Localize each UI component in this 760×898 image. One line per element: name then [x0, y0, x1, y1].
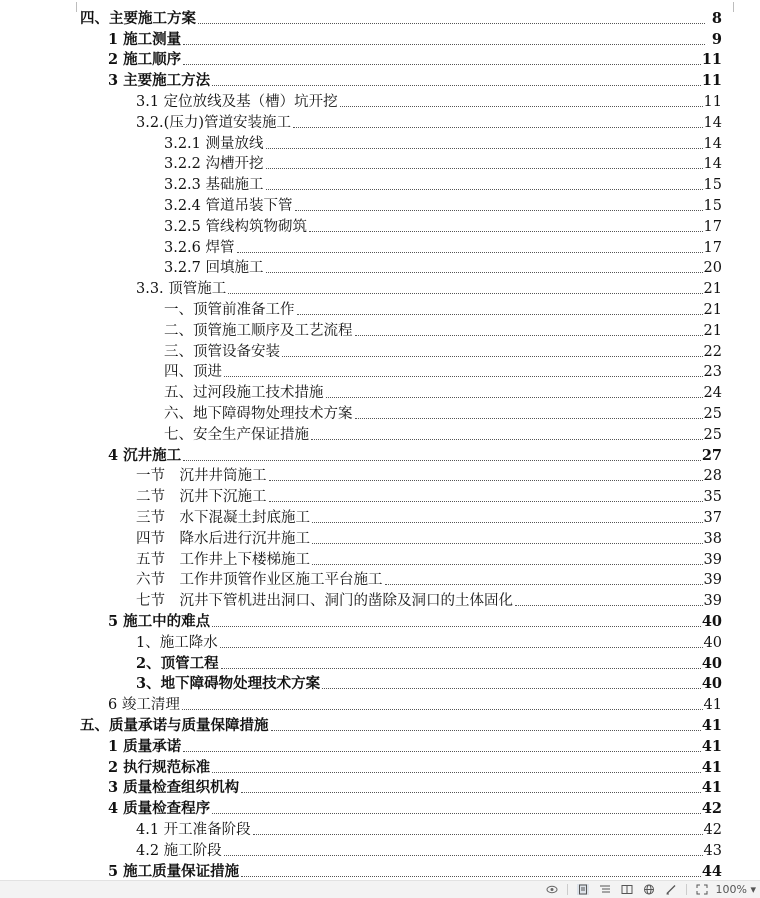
toc-entry-title: 3.3. 顶管施工 — [136, 281, 227, 298]
page-corner-mark-left — [66, 2, 77, 12]
toc-dot-leader — [312, 520, 703, 523]
toc-entry-title: 一、顶管前准备工作 — [164, 301, 295, 318]
toc-entry-title: 3.2.(压力)管道安装施工 — [136, 114, 291, 131]
toc-entry-title: 5 施工中的难点 — [108, 612, 211, 630]
status-separator — [567, 884, 568, 895]
toc-page-number: 43 — [703, 842, 722, 859]
toc-entry-title: 五、过河段施工技术措施 — [164, 385, 324, 402]
toc-entry[interactable] — [136, 841, 722, 862]
toc-dot-leader — [266, 166, 703, 169]
toc-dot-leader — [253, 832, 703, 835]
toc-page-number: 15 — [703, 197, 722, 214]
toc-dot-leader — [355, 416, 703, 419]
toc-dot-leader — [293, 125, 703, 128]
toc-page-number: 8 — [711, 9, 722, 27]
toc-dot-leader — [212, 811, 701, 814]
toc-entry[interactable] — [164, 363, 722, 384]
toc-page-number: 11 — [701, 51, 722, 69]
toc-dot-leader — [282, 354, 703, 357]
toc-entry[interactable] — [164, 383, 722, 404]
toc-entry-title: 四、主要施工方案 — [80, 9, 196, 27]
toc-entry[interactable] — [108, 51, 722, 72]
toc-entry-title: 三、顶管设备安装 — [164, 343, 280, 360]
toc-entry-title: 3.2.1 测量放线 — [164, 135, 264, 152]
toc-page-number: 25 — [703, 405, 722, 422]
toc-entry[interactable] — [136, 591, 722, 612]
toc-page-number: 40 — [701, 654, 722, 672]
toc-entry-title: 3.2.2 沟槽开挖 — [164, 156, 264, 173]
toc-dot-leader — [221, 666, 701, 669]
toc-page-number: 41 — [701, 758, 722, 776]
toc-entry[interactable] — [164, 175, 722, 196]
toc-dot-leader — [183, 42, 705, 45]
toc-entry[interactable] — [108, 71, 722, 92]
toc-entry[interactable] — [136, 467, 722, 488]
toc-entry[interactable] — [136, 654, 722, 675]
toc-entry[interactable] — [136, 529, 722, 550]
toc-entry-title: 七节 沉井下管机进出洞口、洞门的凿除及洞口的土体固化 — [136, 593, 513, 610]
toc-page-number: 14 — [703, 135, 722, 152]
fit-page-icon[interactable] — [696, 884, 708, 895]
toc-page-number: 21 — [703, 322, 722, 339]
toc-dot-leader — [297, 312, 703, 315]
toc-entry[interactable] — [136, 633, 722, 654]
toc-entry-title: 3.2.4 管道吊装下管 — [164, 197, 293, 214]
toc-dot-leader — [266, 146, 703, 149]
toc-entry[interactable] — [164, 196, 722, 217]
toc-page-number: 20 — [703, 260, 722, 277]
toc-dot-leader — [269, 499, 703, 502]
toc-page-number: 40 — [701, 675, 722, 693]
toc-entry-title: 二、顶管施工顺序及工艺流程 — [164, 322, 353, 339]
toc-page-number: 21 — [703, 301, 722, 318]
pen-icon[interactable] — [665, 884, 677, 895]
toc-dot-leader — [340, 104, 703, 107]
toc-page-number: 25 — [703, 426, 722, 443]
status-separator — [686, 884, 687, 895]
toc-page-number: 39 — [703, 551, 722, 568]
toc-entry[interactable] — [108, 695, 722, 716]
toc-page-number: 38 — [703, 530, 722, 547]
toc-entry-title: 2、顶管工程 — [136, 654, 219, 672]
toc-entry[interactable] — [136, 571, 722, 592]
toc-entry-title: 3.2.5 管线构筑物砌筑 — [164, 218, 308, 235]
toc-page-number: 9 — [711, 30, 722, 48]
toc-entry[interactable] — [136, 508, 722, 529]
toc-page-number: 37 — [703, 509, 722, 526]
toc-dot-leader — [241, 790, 701, 793]
toc-entry-title: 3.2.7 回填施工 — [164, 260, 264, 277]
toc-entry-title: 七、安全生产保证措施 — [164, 426, 309, 443]
toc-entry-title: 4 质量检查程序 — [108, 800, 211, 818]
toc-page-number: 22 — [703, 343, 722, 360]
outline-view-icon[interactable] — [599, 884, 611, 895]
toc-dot-leader — [322, 686, 701, 689]
toc-entry-title: 3.1 定位放线及基（槽）坑开挖 — [136, 93, 338, 110]
toc-entry[interactable] — [164, 425, 722, 446]
toc-entry[interactable] — [80, 9, 722, 30]
toc-entry[interactable] — [136, 92, 722, 113]
toc-entry[interactable] — [108, 30, 722, 51]
toc-entry-title: 二节 沉井下沉施工 — [136, 489, 267, 506]
toc-entry-title: 四节 降水后进行沉井施工 — [136, 530, 310, 547]
toc-dot-leader — [198, 21, 705, 24]
toc-entry[interactable] — [136, 113, 722, 134]
toc-dot-leader — [311, 437, 703, 440]
toc-entry[interactable] — [164, 259, 722, 280]
toc-dot-leader — [295, 208, 703, 211]
toc-entry[interactable] — [108, 758, 722, 779]
toc-page-number: 23 — [703, 364, 722, 381]
zoom-level[interactable]: 100% ▾ — [715, 883, 756, 896]
toc-page-number: 41 — [701, 716, 722, 734]
toc-entry[interactable] — [164, 321, 722, 342]
toc-dot-leader — [183, 62, 701, 65]
toc-dot-leader — [312, 562, 703, 565]
toc-dot-leader — [183, 458, 701, 461]
toc-page-number: 35 — [703, 489, 722, 506]
status-bar — [0, 880, 760, 898]
toc-entry-title: 6 竣工清理 — [108, 697, 180, 714]
toc-entry[interactable] — [136, 675, 722, 696]
page-corner-mark-right — [733, 2, 744, 12]
toc-dot-leader — [224, 853, 703, 856]
toc-entry-title: 六节 工作井顶管作业区施工平台施工 — [136, 572, 383, 589]
toc-page-number: 41 — [701, 737, 722, 755]
toc-page-number: 41 — [703, 697, 722, 714]
eye-icon[interactable] — [546, 884, 558, 895]
toc-dot-leader — [224, 374, 703, 377]
toc-page-number: 40 — [701, 612, 722, 630]
toc-entry-title: 4.1 开工准备阶段 — [136, 821, 251, 838]
toc-entry[interactable] — [164, 134, 722, 155]
toc-entry-title: 四、顶进 — [164, 364, 222, 381]
toc-entry-title: 1、施工降水 — [136, 634, 218, 651]
toc-dot-leader — [228, 291, 702, 294]
toc-dot-leader — [183, 749, 701, 752]
toc-entry[interactable] — [164, 217, 722, 238]
toc-entry-title: 一节 沉井井筒施工 — [136, 468, 267, 485]
toc-dot-leader — [385, 582, 703, 585]
toc-entry-title: 1 施工测量 — [108, 30, 182, 48]
toc-page-number: 28 — [703, 468, 722, 485]
toc-dot-leader — [515, 603, 703, 606]
book-view-icon[interactable] — [621, 884, 633, 895]
toc-entry[interactable] — [164, 342, 722, 363]
toc-dot-leader — [266, 187, 703, 190]
toc-entry-title: 3.2.3 基础施工 — [164, 177, 264, 194]
toc-entry[interactable] — [108, 779, 722, 800]
toc-entry-title: 4 沉井施工 — [108, 446, 182, 464]
toc-entry-title: 3、地下障碍物处理技术方案 — [136, 675, 321, 693]
toc-entry[interactable] — [80, 716, 722, 737]
toc-page-number: 41 — [701, 779, 722, 797]
toc-entry-title: 3.2.6 焊管 — [164, 239, 235, 256]
toc-dot-leader — [271, 728, 701, 731]
toc-entry[interactable] — [136, 487, 722, 508]
toc-dot-leader — [309, 229, 703, 232]
toc-page-number: 40 — [703, 634, 722, 651]
toc-entry-title: 六、地下障碍物处理技术方案 — [164, 405, 353, 422]
toc-dot-leader — [237, 250, 703, 253]
toc-entry-title: 2 执行规范标准 — [108, 758, 211, 776]
toc-entry[interactable] — [108, 612, 722, 633]
toc-entry-title: 4.2 施工阶段 — [136, 842, 222, 859]
toc-entry[interactable] — [108, 799, 722, 820]
toc-entry[interactable] — [108, 446, 722, 467]
toc-dot-leader — [241, 874, 701, 877]
toc-page-number: 42 — [701, 800, 722, 818]
toc-entry[interactable] — [164, 238, 722, 259]
toc-page-number: 24 — [703, 385, 722, 402]
toc-page-number: 11 — [703, 93, 722, 110]
toc-dot-leader — [269, 478, 703, 481]
toc-entry-title: 3 质量检查组织机构 — [108, 779, 240, 797]
toc-entry-title: 三节 水下混凝土封底施工 — [136, 509, 310, 526]
toc-dot-leader — [212, 624, 701, 627]
toc-page-number: 27 — [701, 446, 722, 464]
toc-entry[interactable] — [136, 279, 722, 300]
toc-page-number: 42 — [703, 821, 722, 838]
toc-dot-leader — [355, 333, 703, 336]
toc-page-number: 21 — [703, 281, 722, 298]
toc-dot-leader — [182, 707, 703, 710]
toc-dot-leader — [326, 395, 703, 398]
toc-page-number: 14 — [703, 114, 722, 131]
page-view-icon[interactable] — [577, 884, 589, 895]
toc-entry[interactable] — [108, 737, 722, 758]
toc-dot-leader — [212, 770, 701, 773]
toc-dot-leader — [312, 541, 703, 544]
toc-entry[interactable] — [164, 404, 722, 425]
toc-entry[interactable] — [164, 155, 722, 176]
toc-entry[interactable] — [164, 300, 722, 321]
toc-page-number: 14 — [703, 156, 722, 173]
toc-entry-title: 五、质量承诺与质量保障措施 — [80, 716, 269, 734]
toc-page-number: 39 — [703, 593, 722, 610]
toc-page-number: 17 — [703, 239, 722, 256]
toc-entry[interactable] — [136, 820, 722, 841]
toc-entry-title: 3 主要施工方法 — [108, 72, 211, 90]
toc-dot-leader — [212, 83, 701, 86]
toc-entry-title: 1 质量承诺 — [108, 737, 182, 755]
web-view-icon[interactable] — [643, 884, 655, 895]
toc-entry[interactable] — [136, 550, 722, 571]
toc-page-number: 39 — [703, 572, 722, 589]
toc-entry-title: 5 施工质量保证措施 — [108, 862, 240, 880]
toc-page-number: 11 — [701, 72, 722, 90]
toc-page-number: 44 — [701, 862, 722, 880]
toc-entry-title: 五节 工作井上下楼梯施工 — [136, 551, 310, 568]
toc-page-number: 15 — [703, 177, 722, 194]
toc-dot-leader — [266, 270, 703, 273]
toc-dot-leader — [220, 645, 703, 648]
toc-page-number: 17 — [703, 218, 722, 235]
toc-entry-title: 2 施工顺序 — [108, 51, 182, 69]
